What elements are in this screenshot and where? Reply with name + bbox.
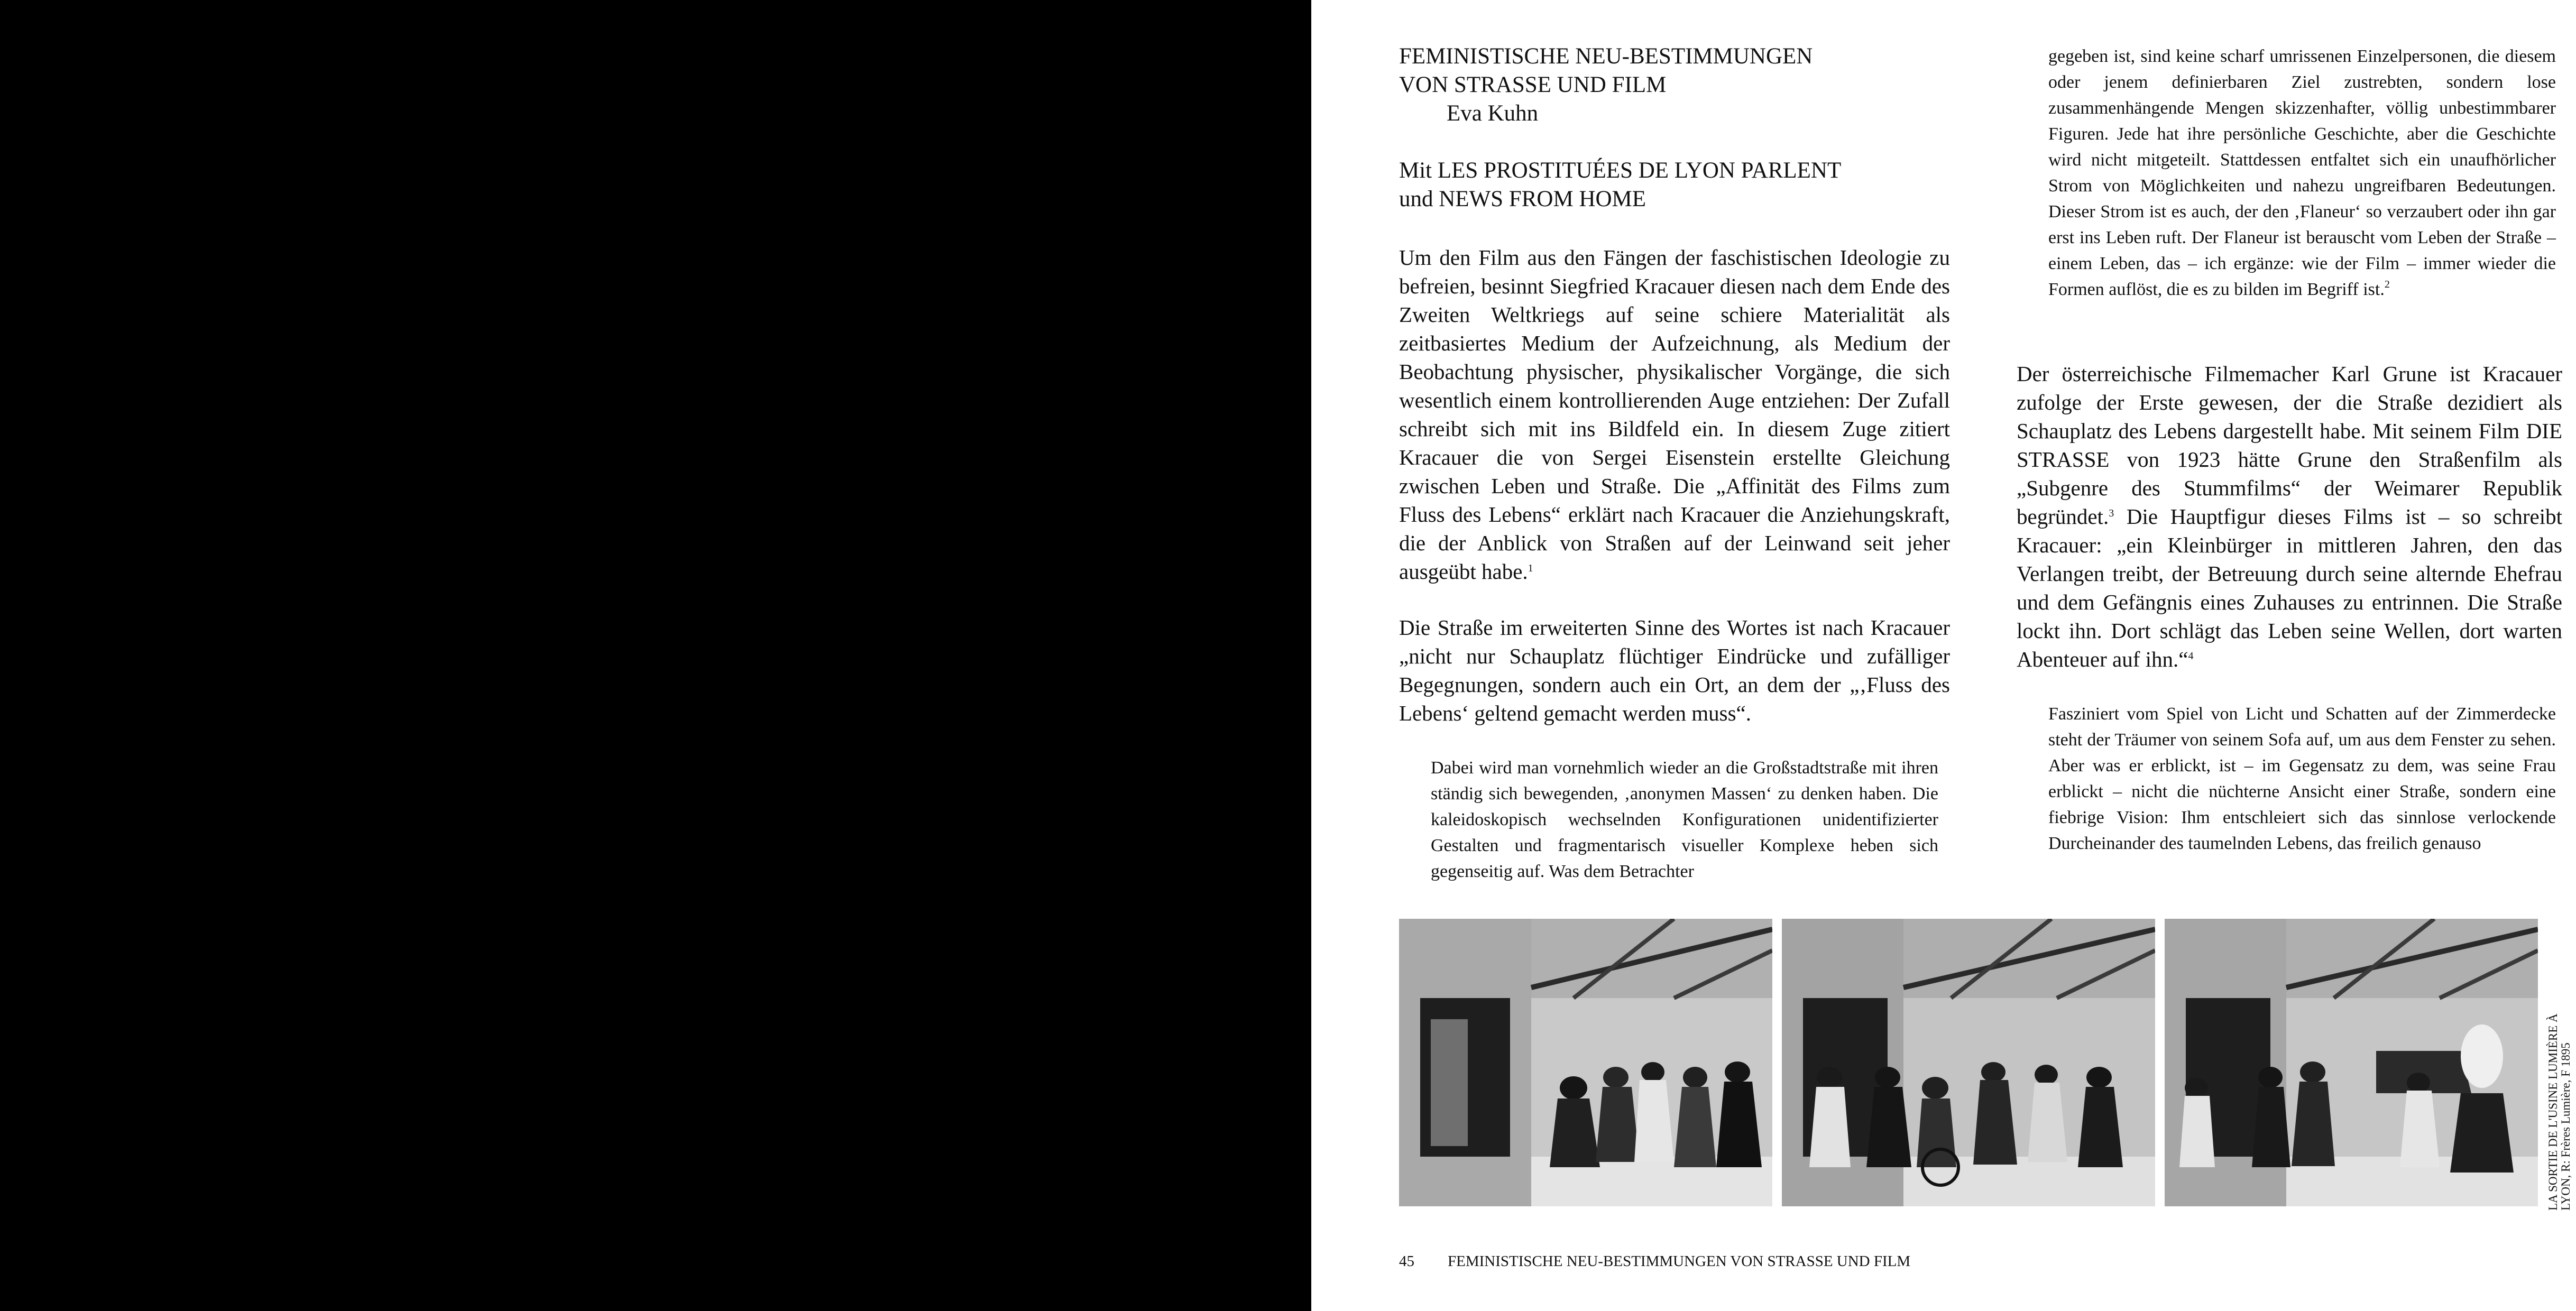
film-still-1	[1399, 919, 1772, 1206]
paragraph-1	[1399, 243, 1950, 586]
footnote-ref-4: 4	[2188, 650, 2194, 662]
caption-line-2: LYON, R: Frères Lumière, F 1895	[2559, 1042, 2572, 1211]
title-line-2: VON STRASSE UND FILM	[1399, 72, 1667, 97]
footnote-ref-3: 3	[2109, 507, 2114, 519]
block-quote-1-text: Dabei wird man vornehmlich wieder an die Großstadtstraße mit ihren ständig sich bewegenden, ‚anonymen Massen‘ zu denken haben. Die kaleidoskopisch wechselnden Konfigurationen unidentifizierter Gestalten und fragmentarisch visueller Komplexe heben sich gegenseitig auf. Was dem Betrachter	[1431, 758, 1938, 881]
paragraph-3	[2017, 359, 2562, 673]
paragraph-2	[1399, 613, 1950, 727]
block-quote-2	[2048, 43, 2556, 302]
footnote-ref-1: 1	[1528, 562, 1533, 574]
paragraph-3-text-a: Der österreichische Filmemacher Karl Grune ist Kracauer zufolge der Erste gewesen, der die Straße dezidiert als Schauplatz des Lebens dargestellt habe. Mit seinem Film DIE STRASSE von 1923 hätte Grune den Straßenfilm als „Subgenre des Stummfilms“ der Weimarer Republik begründet.	[2017, 362, 2562, 529]
block-quote-3-text: Fasziniert vom Spiel von Licht und Schatten auf der Zimmerdecke steht der Träumer von seinem Sofa auf, um aus dem Fenster zu sehen. Aber was er erblickt, ist – im Gegensatz zu dem, was seine Frau erblickt – nicht die nüchterne Ansicht einer Straße, sondern eine fiebrige Vision: Ihm entschleiert sich das sinnlose verlockende Durcheinander des taumelnden Lebens, das freilich genauso	[2048, 704, 2556, 853]
author-name: Eva Kuhn	[1447, 101, 1539, 126]
film-still-3	[2165, 919, 2538, 1206]
films-line-2: und NEWS FROM HOME	[1399, 187, 1646, 211]
title-line-1: FEMINISTISCHE NEU-BESTIMMUNGEN	[1399, 44, 1813, 69]
article-title	[1399, 42, 1928, 128]
figure-caption	[2547, 919, 2572, 1211]
paragraph-2-text: Die Straße im erweiterten Sinne des Wortes ist nach Kracauer „nicht nur Schauplatz flüchtiger Eindrücke und zufälliger Begegnungen, sondern auch ein Ort, an dem der „‚Fluss des Lebens‘ geltend gemacht werden muss“.	[1399, 615, 1950, 725]
block-quote-2-text: gegeben ist, sind keine scharf umrissenen Einzelpersonen, die diesem oder jenem definierbaren Ziel zustrebten, sondern lose zusammenhängende Mengen skizzenhafter, völlig unbestimmbarer Figuren. Jede hat ihre persönliche Geschichte, aber die Geschichte wird nicht mitgeteilt. Stattdessen entfaltet sich ein unaufhörlicher Strom von Möglichkeiten und nahezu ungreifbaren Bedeutungen. Dieser Strom ist es auch, der den ‚Flaneur‘ so verzaubert oder ihn gar erst ins Leben ruft. Der Flaneur ist berauscht vom Leben der Straße – einem Leben, das – ich ergänze: wie der Film – immer wieder die Formen auflöst, die es zu bilden im Begriff ist.	[2048, 47, 2556, 299]
block-quote-1	[1431, 755, 1938, 884]
paragraph-1-text: Um den Film aus den Fängen der faschistischen Ideologie zu befreien, besinnt Siegfried Kracauer diesen nach dem Ende des Zweiten Weltkriegs auf seine schiere Materialität als zeitbasiertes Medium der Aufzeichnung, als Medium der Beobachtung physischer, physikalischer Vorgänge, die sich wesentlich einem kontrollierenden Auge entziehen: Der Zufall schreibt sich mit ins Bildfeld ein. In diesem Zuge zitiert Kracauer die von Sergei Eisenstein erstellte Gleichung zwischen Leben und Straße. Die „Affinität des Films zum Fluss des Lebens“ erklärt nach Kracauer die Anziehungskraft, die der Anblick von Straßen auf der Leinwand seit jeher ausgeübt habe.	[1399, 245, 1950, 584]
footnote-ref-2: 2	[2384, 279, 2390, 290]
paragraph-3-text-b: Die Hauptfigur dieses Films ist – so schreibt Kracauer: „ein Kleinbürger in mittleren Jahren, den das Verlangen treibt, der Betreuung durch seine alternde Ehefrau und dem Gefängnis eines Zuhauses zu entrinnen. Die Straße lockt ihn. Dort schlägt das Leben seine Wellen, dort warten Abenteuer auf ihn.“	[2017, 504, 2562, 671]
page-footer	[1399, 1252, 1910, 1271]
running-title: FEMINISTISCHE NEU-BESTIMMUNGEN VON STRASSE UND FILM	[1448, 1253, 1911, 1270]
figure-caption-container	[2547, 919, 2572, 1211]
films-subtitle	[1399, 156, 1954, 214]
caption-line-1: LA SORTIE DE L'USINE LUMIÈRE À	[2546, 1013, 2560, 1211]
page-number: 45	[1399, 1253, 1414, 1270]
films-line-1: Mit LES PROSTITUÉES DE LYON PARLENT	[1399, 158, 1842, 183]
film-still-2	[1782, 919, 2155, 1206]
block-quote-3	[2048, 701, 2556, 856]
right-page	[1311, 0, 2576, 1311]
